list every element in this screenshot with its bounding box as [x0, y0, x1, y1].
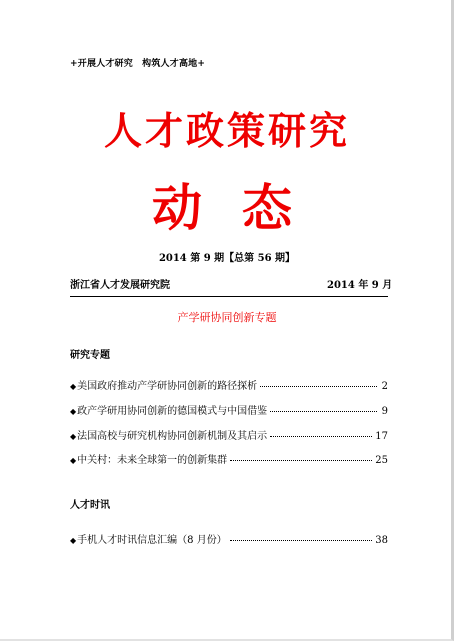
- diamond-bullet-icon: ◆: [70, 432, 77, 441]
- toc-item-page: 38: [375, 535, 388, 546]
- toc-item[interactable]: [70, 451, 388, 465]
- section-heading-research: 研究专题: [70, 350, 110, 361]
- organization-name: 浙江省人才发展研究院: [70, 280, 170, 291]
- publication-title: 人才政策研究: [103, 108, 350, 153]
- section-heading-news: 人才时讯: [70, 500, 110, 511]
- toc-item-title: 美国政府推动产学研协同创新的路径探析: [77, 381, 258, 392]
- publication-date: 2014 年 9 月: [327, 280, 393, 291]
- toc-item[interactable]: [70, 377, 388, 391]
- toc-item[interactable]: [70, 531, 388, 545]
- toc-item[interactable]: [70, 427, 388, 441]
- toc-item-title: 中关村：未来全球第一的创新集群: [77, 455, 228, 466]
- toc-item-page: 17: [375, 431, 388, 442]
- dot-leader: [230, 460, 372, 461]
- header-divider: [70, 296, 388, 297]
- toc-item-page: 9: [381, 406, 388, 417]
- toc-item-title: 手机人才时讯信息汇编（8 月份）: [77, 535, 227, 546]
- diamond-bullet-icon: ◆: [70, 536, 77, 545]
- toc-item-title: 政产学研用协同创新的德国模式与中国借鉴: [77, 406, 268, 417]
- issue-number: 2014 第 9 期【总第 56 期】: [158, 253, 296, 264]
- toc-item[interactable]: [70, 402, 388, 416]
- dot-leader: [260, 386, 377, 387]
- toc-item-page: 2: [381, 381, 388, 392]
- dot-leader: [270, 436, 372, 437]
- dot-leader: [270, 411, 377, 412]
- slogan: +开展人才研究 构筑人才高地+: [70, 59, 206, 69]
- dot-leader: [230, 540, 373, 541]
- diamond-bullet-icon: ◆: [70, 456, 77, 465]
- toc-item-title: 法国高校与研究机构协同创新机制及其启示: [77, 431, 268, 442]
- publication-subtitle: 动态: [152, 178, 332, 237]
- diamond-bullet-icon: ◆: [70, 382, 77, 391]
- diamond-bullet-icon: ◆: [70, 407, 77, 416]
- toc-item-page: 25: [375, 455, 388, 466]
- topic-heading: 产学研协同创新专题: [177, 311, 277, 324]
